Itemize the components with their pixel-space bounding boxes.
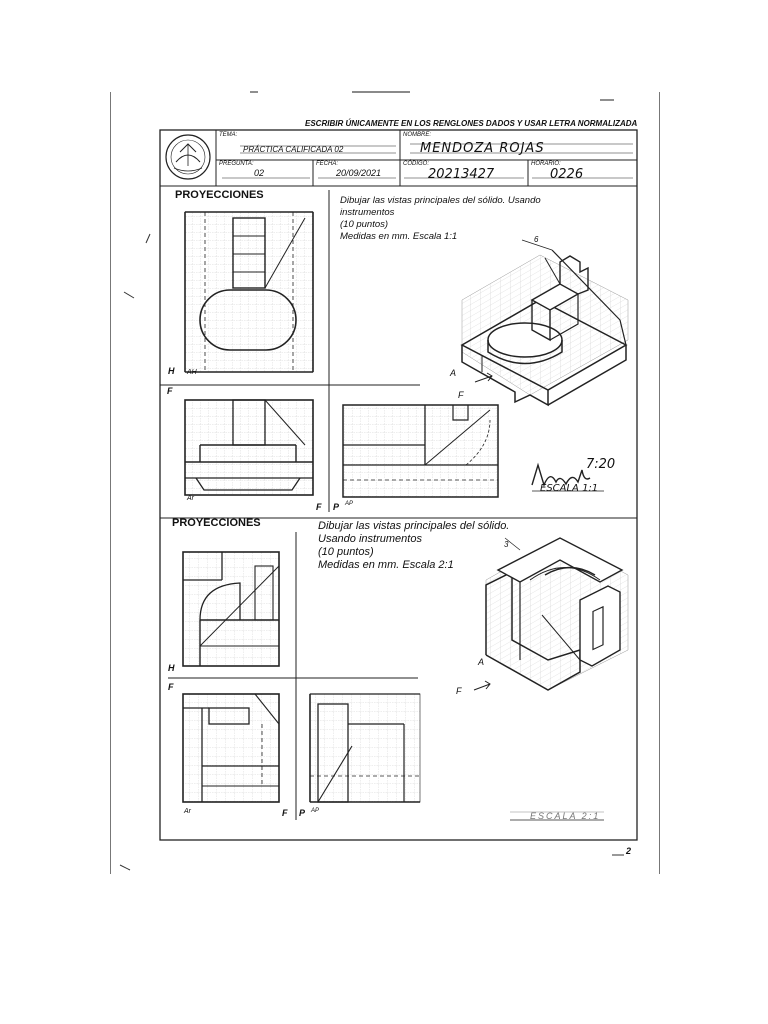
s2-label-ap: AP (311, 808, 320, 814)
pregunta-label: PREGUNTA: (219, 161, 254, 167)
s2-instruction-3: (10 puntos) (318, 546, 374, 558)
s1-instruction-3: (10 puntos) (340, 219, 389, 230)
s1-label-ap: AP (345, 501, 354, 507)
s2-dimension: 3 (504, 540, 509, 549)
s2-front-view (183, 694, 279, 802)
horario-value: 0226 (550, 167, 584, 182)
university-logo (166, 135, 210, 179)
fecha-value: 20/09/2021 (336, 168, 382, 178)
s1-instruction-4: Medidas en mm. Escala 1:1 (340, 231, 458, 242)
header-instruction: ESCRIBIR ÚNICAMENTE EN LOS RENGLONES DADOS Y USAR LETRA NORMALIZADA (305, 119, 638, 128)
fecha-label: FECHA: (316, 161, 339, 167)
s1-instruction-1: Dibujar las vistas principales del sólido. Usando (340, 195, 541, 206)
s1-label-p: P (333, 502, 340, 512)
s1-isometric-solid (462, 240, 628, 405)
codigo-value: 20213427 (428, 167, 495, 182)
s2-label-f-arrow: F (456, 686, 462, 696)
s2-label-a: A (478, 657, 485, 667)
s1-label-f-arrow: F (458, 390, 464, 400)
s2-top-view (183, 552, 279, 666)
s2-label-f2: F (282, 808, 288, 818)
s1-label-f: F (167, 386, 173, 396)
s2-label-p: P (299, 808, 306, 818)
top-scribbles (250, 92, 614, 100)
s2-label-h: H (168, 663, 175, 673)
codigo-label: CÓDIGO: (403, 161, 430, 167)
s1-label-ar: Ar (187, 495, 194, 502)
s1-label-a: A (450, 368, 457, 378)
s1-label-f2: F (316, 502, 322, 512)
s2-side-view (310, 694, 420, 802)
page-number: 2 (626, 846, 632, 856)
s1-label-ah: AH (187, 369, 197, 376)
s1-time: 7:20 (586, 457, 616, 472)
s1-escala: ESCALA 1:1 (540, 483, 599, 494)
nombre-label: NOMBRE: (403, 132, 432, 138)
pregunta-value: 02 (254, 168, 265, 178)
s1-side-view (343, 405, 498, 497)
s2-instruction-4: Medidas en mm. Escala 2:1 (318, 559, 454, 571)
s1-front-view (185, 400, 313, 495)
s2-isometric-solid (474, 538, 628, 690)
nombre-value: MENDOZA ROJAS (420, 141, 545, 156)
s1-label-h: H (168, 366, 175, 376)
s1-title: PROYECCIONES (175, 189, 264, 201)
s2-title: PROYECCIONES (172, 517, 261, 529)
s2-label-ar: Ar (184, 808, 191, 815)
s2-instruction-1: Dibujar las vistas principales del sólido. (318, 520, 510, 532)
tema-label: TEMA: (219, 132, 238, 138)
horario-label: HORARIO: (531, 161, 561, 167)
s1-dimension: 6 (534, 235, 539, 244)
signature-drawing (532, 465, 590, 485)
s2-instruction-2: Usando instrumentos (318, 533, 422, 545)
s1-top-view (185, 212, 313, 372)
s2-label-f: F (168, 682, 174, 692)
s2-escala: ESCALA 2:1 (530, 811, 601, 821)
s1-instruction-2: instrumentos (340, 207, 395, 218)
tema-value: PRÁCTICA CALIFICADA 02 (243, 145, 344, 154)
